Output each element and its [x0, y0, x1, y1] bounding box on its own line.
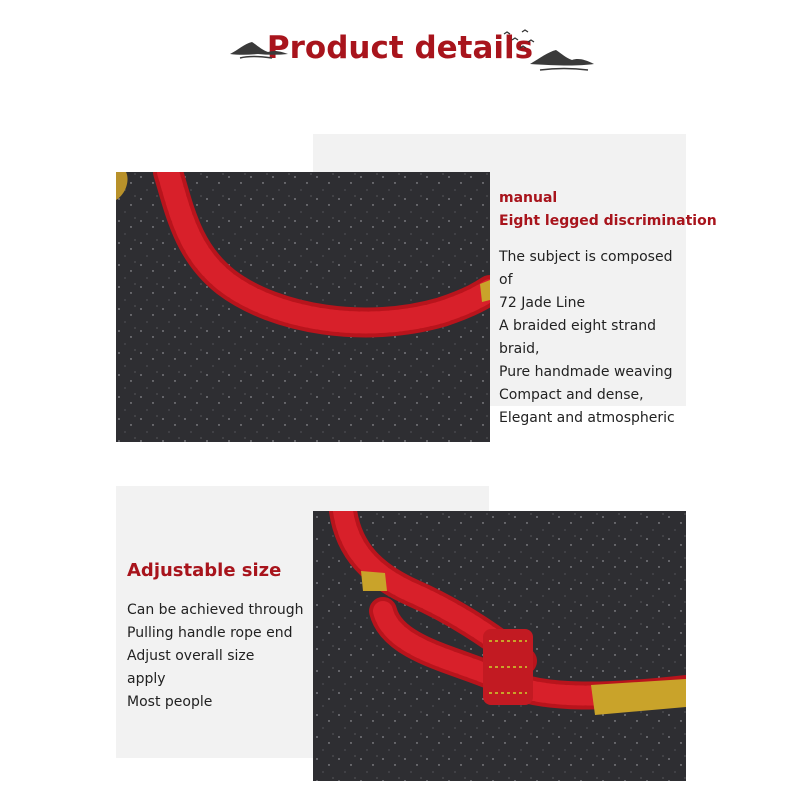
section2-body-line: Pulling handle rope end [127, 625, 293, 641]
section2-body-line: Can be achieved through [127, 602, 304, 618]
section1-body-line: 72 Jade Line [499, 295, 586, 311]
mountain-icon [228, 36, 290, 62]
section2-body-line: apply [127, 671, 166, 687]
section2-body-line: Adjust overall size [127, 648, 255, 664]
section1-body-line: A braided eight strand braid, [499, 318, 657, 357]
adjustable-knot-photo [313, 511, 686, 781]
section2-body [127, 599, 312, 714]
section1-body-line: Pure handmade weaving [499, 364, 673, 380]
section1-body-line: Elegant and atmospheric [499, 410, 675, 426]
section1-heading-line1: manual [499, 190, 558, 206]
section1-body [499, 246, 684, 430]
section2-heading: Adjustable size [127, 560, 282, 581]
braided-rope-photo [116, 172, 490, 442]
section1-heading-line2: Eight legged discrimination [499, 213, 717, 229]
section1-body-line: Compact and dense, [499, 387, 644, 403]
section2-body-line: Most people [127, 694, 213, 710]
page-title: Product details [266, 30, 534, 66]
section1-body-line: The subject is composed of [499, 249, 673, 288]
mountain-birds-icon [500, 26, 596, 74]
